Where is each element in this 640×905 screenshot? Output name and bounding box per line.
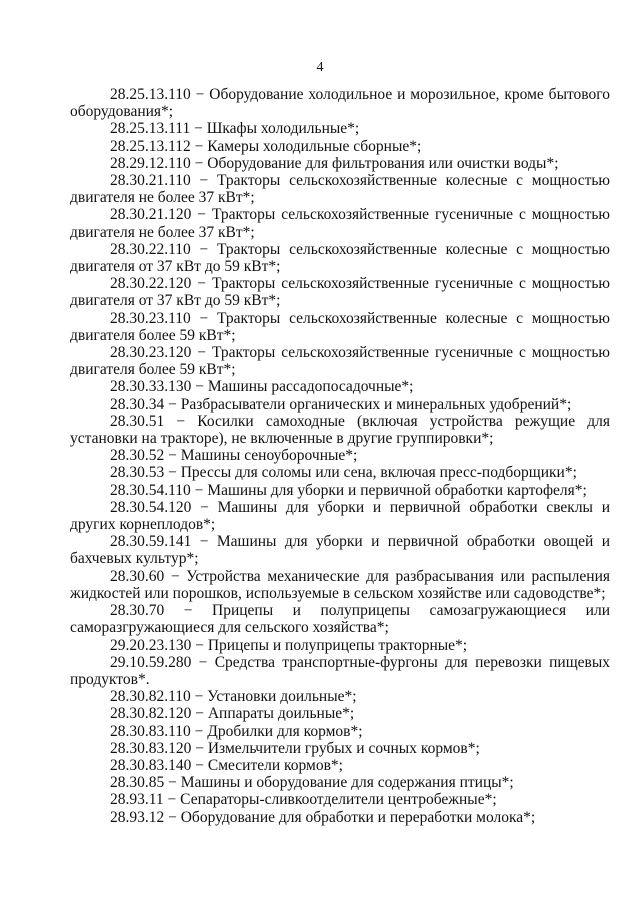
list-item: 28.30.54.110 − Машины для уборки и первичной обработки картофеля*;	[110, 481, 587, 499]
list-item: 28.30.51 − Косилки самоходные (включая устройства режущие для установки на тракторе), не включенные в другие группировки*;	[70, 412, 610, 448]
list-item: 28.25.13.111 − Шкафы холодильные*;	[110, 120, 360, 138]
list-item: 28.30.33.130 − Машины рассадопосадочные*;	[110, 378, 414, 396]
list-item: 28.30.59.141 − Машины для уборки и первичной обработки овощей и бахчевых культур*;	[70, 533, 610, 568]
list-item: 28.30.54.120 − Машины для уборки и первичной обработки свеклы и других корнеплодов*;	[70, 498, 610, 534]
list-item: 28.30.82.120 − Аппараты доильные*;	[110, 705, 355, 723]
list-item: 28.30.23.110 − Тракторы сельскохозяйственные колесные с мощностью двигателя более 59 кВт*;	[70, 309, 610, 344]
list-item: 28.30.21.120 − Тракторы сельскохозяйственные гусеничные с мощностью двигателя не более 37 кВт*;	[70, 206, 610, 241]
list-item: 28.30.21.110 − Тракторы сельскохозяйственные колесные с мощностью двигателя не более 37 кВт*;	[70, 172, 610, 207]
list-item: 28.30.23.120 − Тракторы сельскохозяйственные гусеничные с мощностью двигателя более 59 кВт*;	[70, 344, 610, 379]
page-number: 4	[316, 60, 324, 75]
list-item: 28.25.13.112 − Камеры холодильные сборные*;	[110, 137, 422, 155]
list-item: 28.30.53 − Прессы для соломы или сена, включая пресс-подборщики*;	[110, 464, 577, 482]
list-item: 29.10.59.280 − Средства транспортные-фургоны для перевозки пищевых продуктов*.	[70, 653, 610, 688]
list-item: 28.30.83.140 − Смесители кормов*;	[110, 756, 343, 774]
list-item: 28.30.60 − Устройства механические для разбрасывания или распыления жидкостей или порошков, используемые в сельском хозяйстве или садоводстве*;	[70, 567, 610, 602]
list-item: 28.30.83.110 − Дробилки для кормов*;	[110, 722, 363, 740]
list-item: 29.20.23.130 − Прицепы и полуприцепы тракторные*;	[110, 636, 468, 654]
list-item: 28.30.34 − Разбрасыватели органических и минеральных удобрений*;	[110, 395, 572, 413]
document-body	[70, 86, 610, 826]
list-item: 28.93.11 − Сепараторы-сливкоотделители центробежные*;	[110, 791, 497, 809]
list-item: 28.30.52 − Машины сеноуборочные*;	[110, 447, 358, 465]
list-item: 28.25.13.110 − Оборудование холодильное и морозильное, кроме бытового оборудования*;	[70, 86, 610, 121]
list-item: 28.30.22.120 − Тракторы сельскохозяйственные гусеничные с мощностью двигателя от 37 кВт до 59 кВт*;	[70, 275, 610, 310]
list-item: 28.30.22.110 − Тракторы сельскохозяйственные колесные с мощностью двигателя от 37 кВт до 59 кВт*;	[70, 240, 610, 276]
list-item: 28.30.70 − Прицепы и полуприцепы самозагружающиеся или саморазгружающиеся для сельского хозяйства*;	[70, 602, 610, 637]
list-item: 28.30.83.120 − Измельчители грубых и сочных кормов*;	[110, 739, 480, 757]
list-item: 28.30.82.110 − Установки доильные*;	[110, 688, 357, 706]
list-item: 28.30.85 − Машины и оборудование для содержания птицы*;	[110, 774, 514, 792]
list-item: 28.93.12 − Оборудование для обработки и переработки молока*;	[110, 808, 536, 826]
list-item: 28.29.12.110 − Оборудование для фильтрования или очистки воды*;	[110, 154, 559, 172]
